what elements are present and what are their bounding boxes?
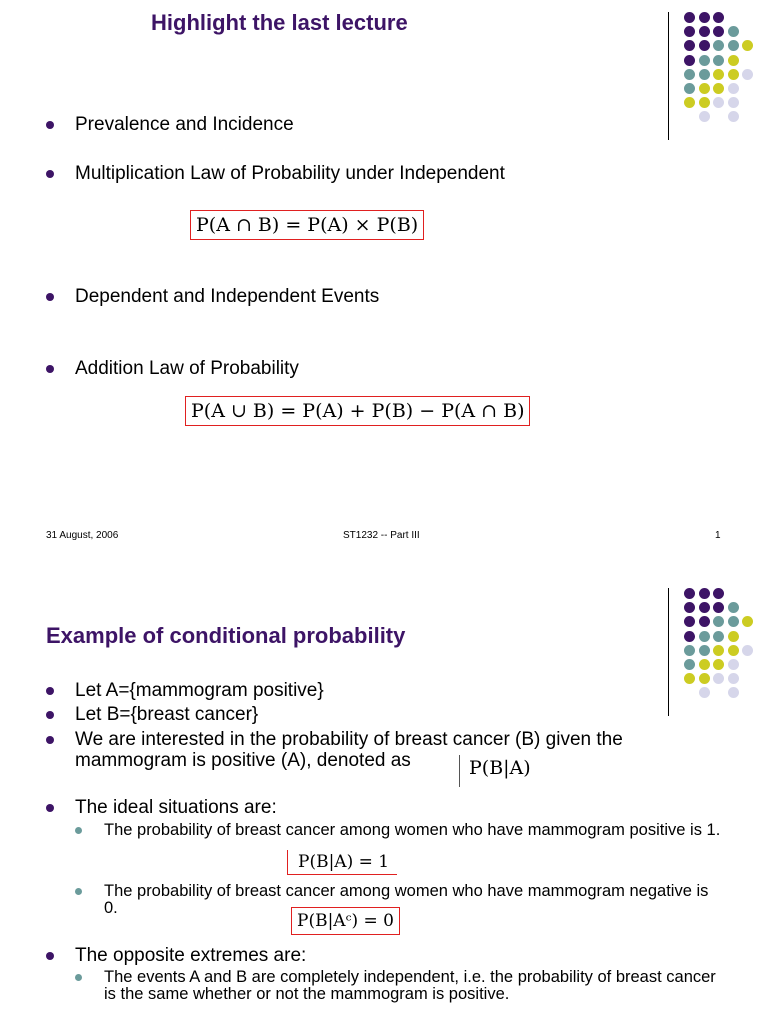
decorative-dot: [699, 12, 710, 23]
bullet-dot-icon: [46, 170, 54, 178]
decorative-dot: [728, 631, 739, 642]
decorative-dot: [728, 69, 739, 80]
decorative-dot-grid: [684, 588, 768, 708]
decorative-dot: [713, 631, 724, 642]
bullet-dot-icon: [46, 736, 54, 744]
decorative-dot: [684, 83, 695, 94]
decorative-dot: [699, 687, 710, 698]
decorative-dot: [699, 588, 710, 599]
multiplication-law-formula: P(A ∩ B) = P(A) × P(B): [190, 210, 424, 240]
decorative-dot: [684, 659, 695, 670]
decorative-dot: [742, 40, 753, 51]
bullet-dot-icon: [46, 293, 54, 301]
decorative-dot: [742, 645, 753, 656]
footer-page-number: 1: [715, 530, 721, 541]
decorative-dot: [713, 83, 724, 94]
decorative-dot: [684, 616, 695, 627]
decorative-dot: [713, 97, 724, 108]
slide-2: Example of conditional probability Let A={mammogram positive} Let B={breast cancer} We are interested in the probability of breast cancer (B) given the mammogram is positive (A), denoted as P(B|A) The ideal situations are: The probability of breast cancer among women who have mammogram positive is 1. P(B|A) = 1 The probability of breast cancer among women who have mammogram negative is 0. P(B|Aᶜ) = 0 The opposite extremes are: The events A and B are completely independent, i.e. the probability of breast cancer is the same whether or not the mammogram is positive.: [0, 560, 768, 1024]
decorative-dot: [728, 55, 739, 66]
bullet-dot-icon: [46, 711, 54, 719]
decorative-dot: [699, 659, 710, 670]
decorative-dot: [742, 69, 753, 80]
decorative-dot: [684, 673, 695, 684]
decorative-dot: [713, 659, 724, 670]
sub-bullet-dot-icon: [75, 827, 82, 834]
bullet-dot-icon: [46, 952, 54, 960]
slide-1: Highlight the last lecture Prevalence and Incidence Multiplication Law of Probability under Independent P(A ∩ B) = P(A) × P(B) Dependent and Independent Events Addition Law of Probability P(A ∪ B) = P(A) + P(B) − P(A ∩ B) 31 August, 2006 ST1232 -- Part III 1: [0, 0, 768, 512]
slide-title: Highlight the last lecture: [151, 10, 408, 35]
decorative-dot: [728, 40, 739, 51]
decorative-dot: [713, 673, 724, 684]
decorative-dot: [684, 602, 695, 613]
bullet-dot-icon: [46, 804, 54, 812]
decorative-dot: [684, 645, 695, 656]
footer-course: ST1232 -- Part III: [343, 530, 420, 541]
decorative-dot: [728, 645, 739, 656]
decorative-dot: [713, 588, 724, 599]
decorative-dot: [713, 55, 724, 66]
decorative-dot: [713, 26, 724, 37]
decorative-dot: [684, 55, 695, 66]
bullet-dot-icon: [46, 365, 54, 373]
decorative-dot: [699, 111, 710, 122]
decorative-dot: [728, 111, 739, 122]
decorative-dot: [684, 40, 695, 51]
ideal-formula-positive: P(B|A) = 1: [287, 850, 397, 875]
decorative-dot: [728, 687, 739, 698]
decorative-dot: [713, 40, 724, 51]
decorative-dot: [713, 616, 724, 627]
footer-date: 31 August, 2006: [46, 530, 119, 541]
decorative-dot: [699, 616, 710, 627]
decorative-dot: [684, 588, 695, 599]
ideal-formula-negative: P(B|Aᶜ) = 0: [291, 907, 400, 935]
decorative-dot: [728, 602, 739, 613]
decorative-dot: [742, 616, 753, 627]
decorative-dot: [699, 69, 710, 80]
sub-bullet-dot-icon: [75, 888, 82, 895]
decorative-dot: [713, 69, 724, 80]
decorative-dot: [713, 602, 724, 613]
decorative-dot: [684, 12, 695, 23]
decorative-dot: [728, 616, 739, 627]
decorative-divider: [668, 12, 669, 140]
decorative-dot: [699, 602, 710, 613]
decorative-dot: [728, 97, 739, 108]
decorative-dot: [684, 26, 695, 37]
addition-law-formula: P(A ∪ B) = P(A) + P(B) − P(A ∩ B): [185, 396, 530, 426]
decorative-dot: [728, 26, 739, 37]
decorative-dot: [699, 97, 710, 108]
decorative-dot: [684, 97, 695, 108]
bullet-dot-icon: [46, 687, 54, 695]
decorative-dot: [728, 83, 739, 94]
decorative-dot: [699, 645, 710, 656]
decorative-dot: [684, 631, 695, 642]
decorative-dot: [699, 26, 710, 37]
decorative-dot: [728, 659, 739, 670]
sub-bullet-dot-icon: [75, 974, 82, 981]
decorative-dot: [684, 69, 695, 80]
decorative-dot-grid: [684, 12, 768, 132]
conditional-probability-formula: P(B|A): [459, 755, 531, 787]
decorative-dot: [699, 673, 710, 684]
decorative-dot: [728, 673, 739, 684]
decorative-divider: [668, 588, 669, 716]
decorative-dot: [699, 40, 710, 51]
decorative-dot: [713, 12, 724, 23]
decorative-dot: [699, 631, 710, 642]
bullet-dot-icon: [46, 121, 54, 129]
decorative-dot: [699, 83, 710, 94]
decorative-dot: [699, 55, 710, 66]
slide-title: Example of conditional probability: [46, 623, 406, 648]
decorative-dot: [713, 645, 724, 656]
